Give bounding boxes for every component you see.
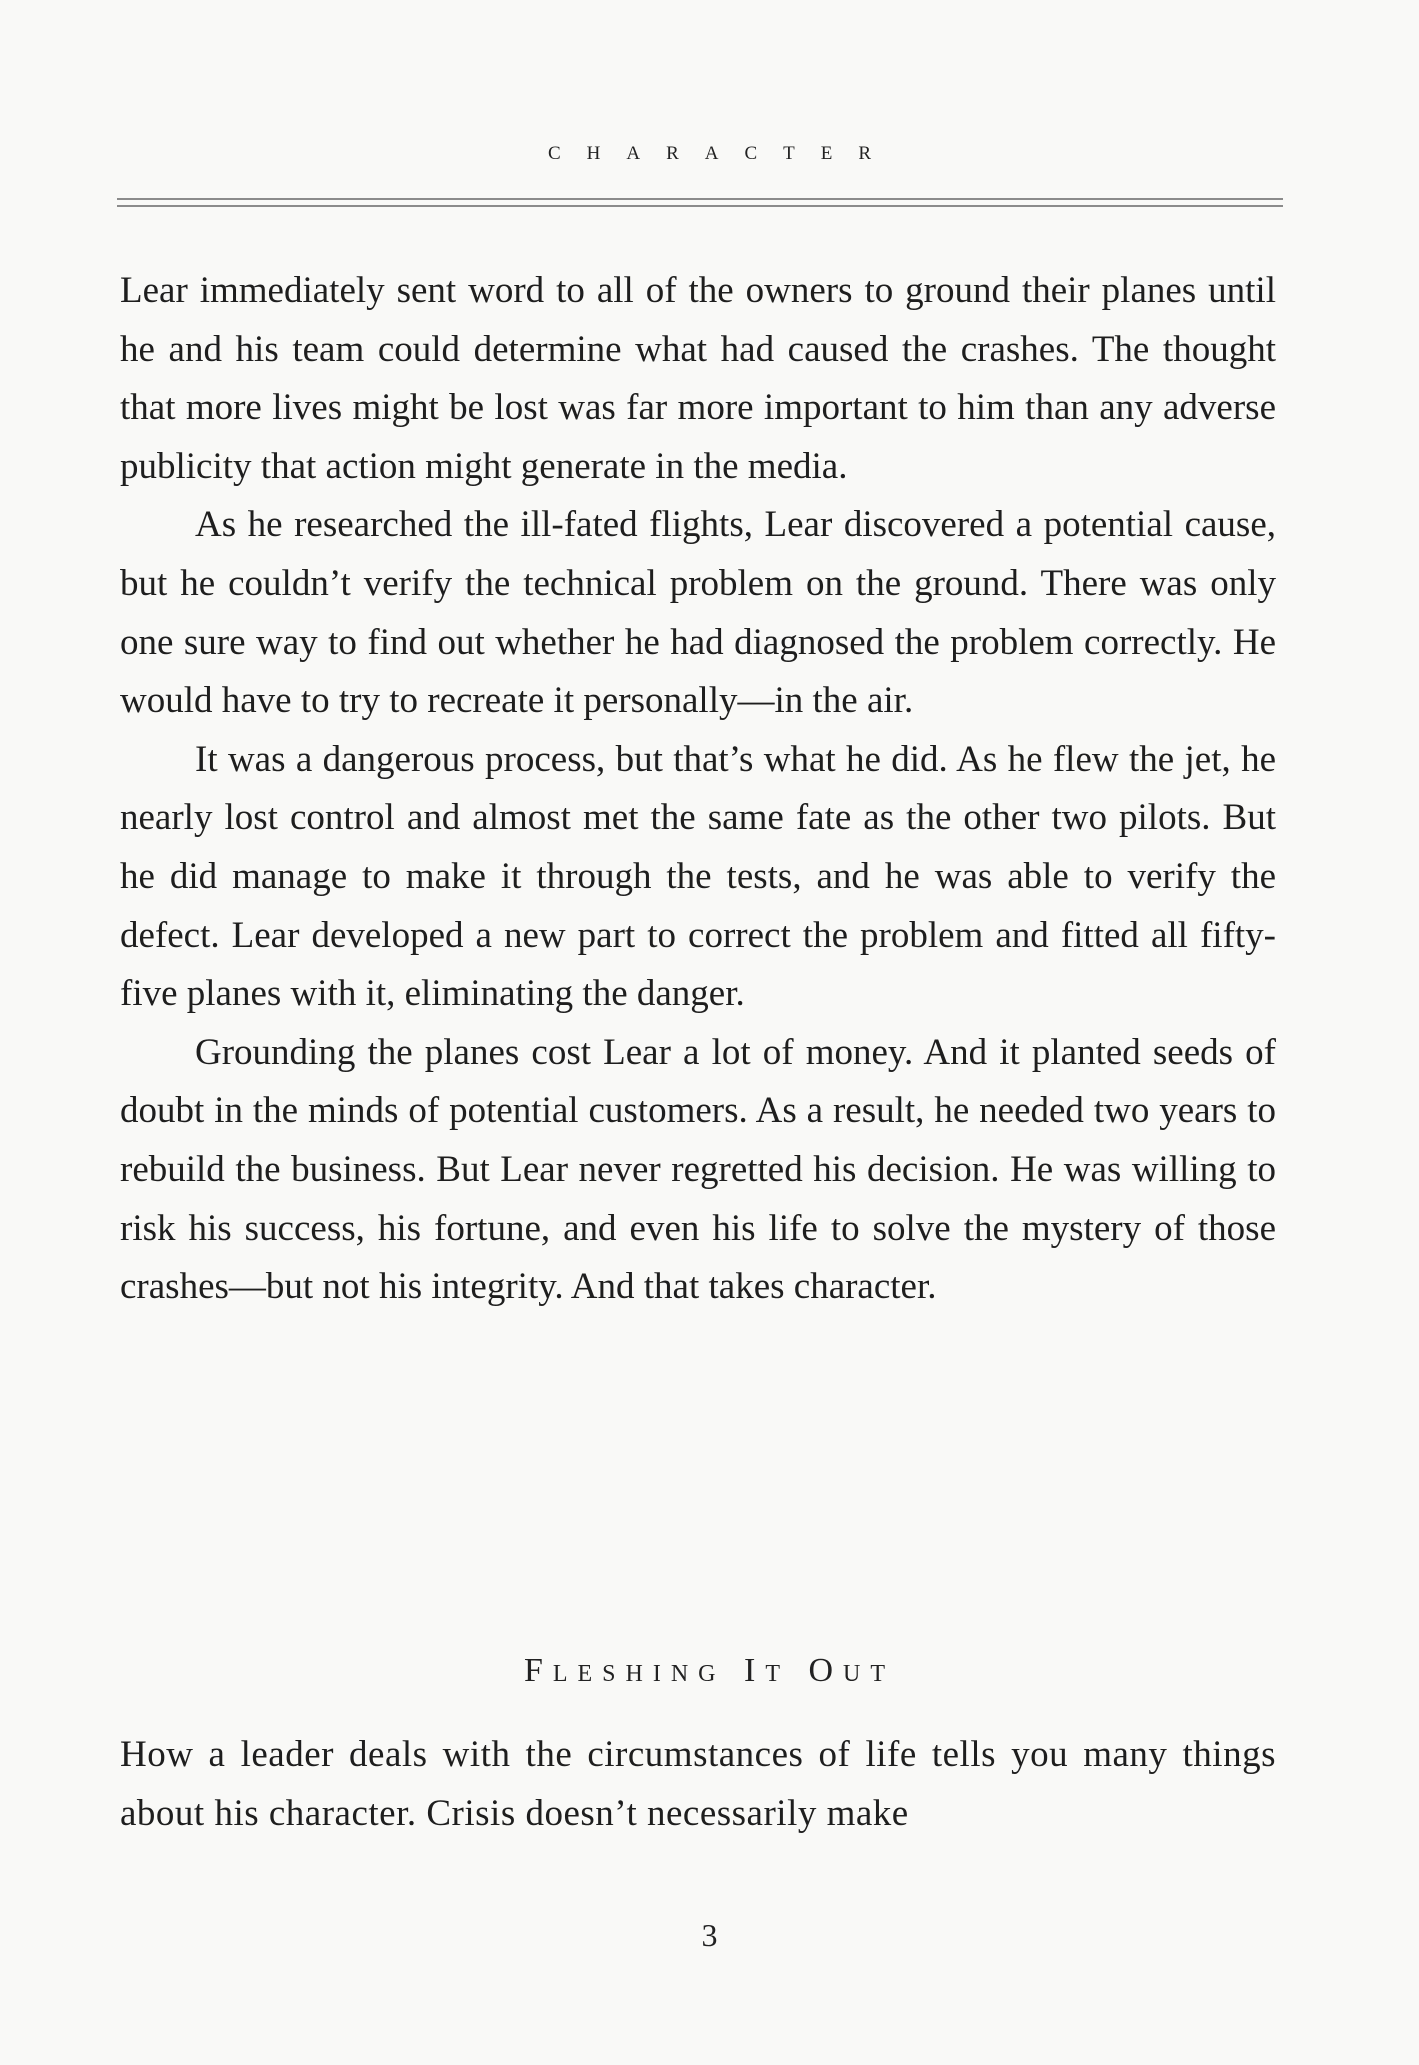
page-number: 3	[701, 1917, 718, 1953]
running-head: CHARACTER	[547, 143, 898, 164]
section-body-text	[120, 1726, 1276, 1843]
paragraph-2: As he researched the ill-fated flights, Lear discovered a potential cause, but he couldn’t verify the technical problem on the ground. There was only one sure way to find out whether he had diagnosed the problem correctly. He would have to try to recreate it personally—in the air.	[120, 504, 1276, 722]
section-paragraph: How a leader deals with the circumstances of life tells you many things about his character. Crisis doesn’t necessarily make	[120, 1734, 1276, 1834]
header-rule-top	[117, 198, 1283, 200]
paragraph-1: Lear immediately sent word to all of the owners to ground their planes until he and his team could determine what had caused the crashes. The thought that more lives might be lost was far more important to him than any adverse publicity that action might generate in the media.	[120, 270, 1276, 487]
section-heading: Fleshing It Out	[523, 1652, 896, 1689]
header-rule-bottom	[117, 205, 1283, 207]
body-text	[120, 262, 1276, 1317]
paragraph-3: It was a dangerous process, but that’s what he did. As he flew the jet, he nearly lost control and almost met the same fate as the other two pilots. But he did manage to make it through the tests, and he was able to verify the defect. Lear developed a new part to correct the problem and fitted all fifty-five planes with it, eliminating the danger.	[120, 738, 1276, 1015]
paragraph-4: Grounding the planes cost Lear a lot of money. And it planted seeds of doubt in the minds of potential customers. As a result, he needed two years to rebuild the business. But Lear never regretted his decision. He was willing to risk his success, his fortune, and even his life to solve the mystery of those crashes—but not his integrity. And that takes character.	[120, 1031, 1276, 1308]
